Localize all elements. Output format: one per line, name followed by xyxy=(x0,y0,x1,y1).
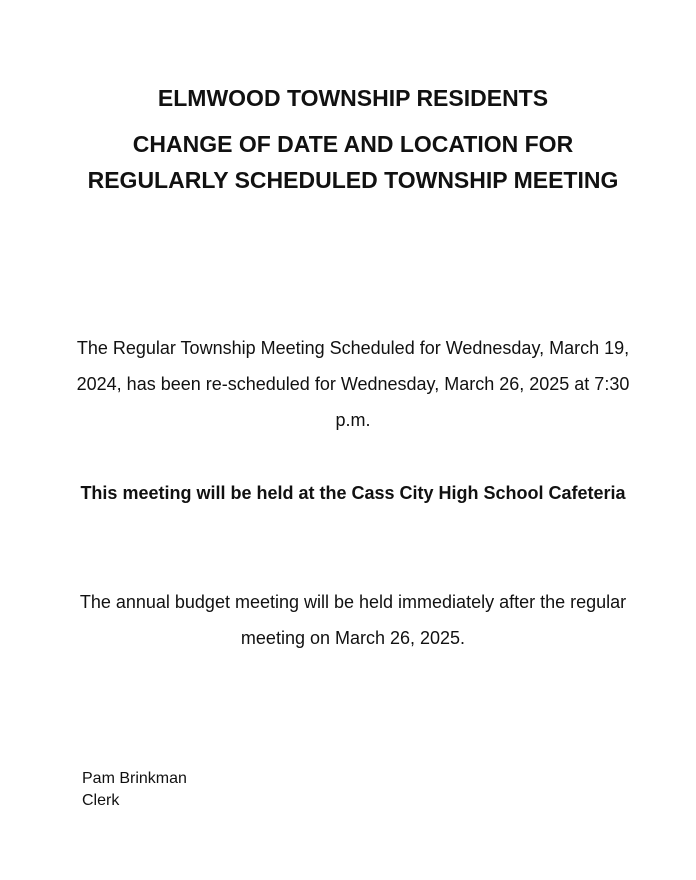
notice-subtitle: CHANGE OF DATE AND LOCATION FOR REGULARLY SCHEDULED TOWNSHIP MEETING xyxy=(87,131,619,193)
signature-role: Clerk xyxy=(82,792,120,809)
budget-meeting-paragraph: The annual budget meeting will be held immediately after the regular meeting on March 26, 2025. xyxy=(79,592,627,648)
reschedule-paragraph: The Regular Township Meeting Scheduled for Wednesday, March 19, 2024, has been re-scheduled for Wednesday, March 26, 2025 at 7:30 p.m. xyxy=(76,338,630,430)
notice-title: ELMWOOD TOWNSHIP RESIDENTS xyxy=(157,85,549,111)
signature-block xyxy=(82,768,187,812)
location-paragraph: This meeting will be held at the Cass City High School Cafeteria xyxy=(80,483,626,503)
signature-name: Pam Brinkman xyxy=(82,770,187,787)
